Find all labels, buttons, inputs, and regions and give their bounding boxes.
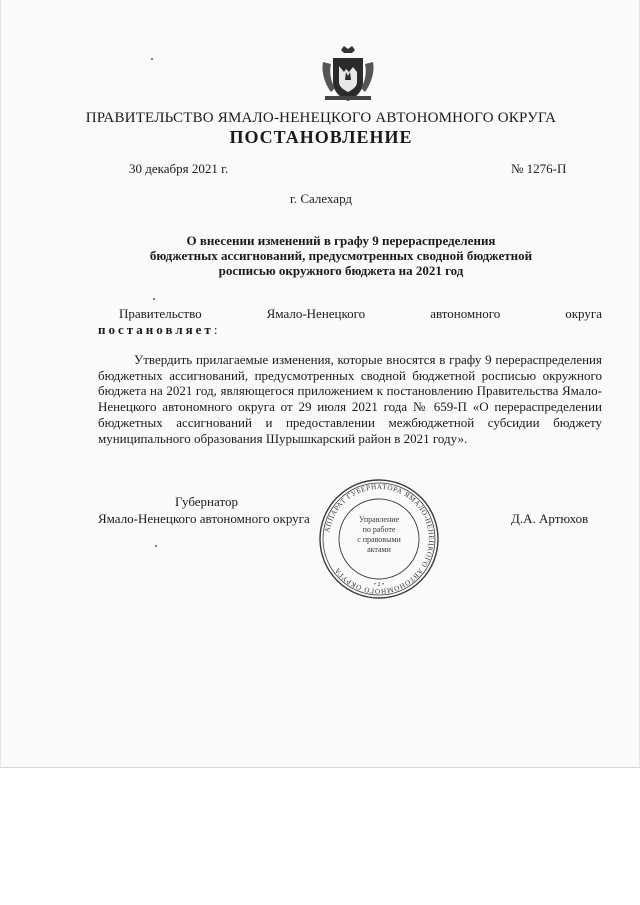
stamp-center-line: с правовыми (357, 535, 401, 544)
signatory-organization: Ямало-Ненецкого автономного округа (98, 511, 310, 526)
preamble-line (98, 306, 602, 322)
stamp-center-line: Управление (358, 515, 400, 524)
subject-line: росписью окружного бюджета на 2021 год (218, 263, 464, 278)
official-stamp (318, 478, 440, 600)
document-subject (111, 233, 571, 278)
preamble-word: округа (565, 306, 602, 321)
preamble-line (98, 322, 602, 338)
subject-line: О внесении изменений в графу 9 перераспределения (186, 233, 496, 248)
preamble-resolves: постановляет (98, 321, 214, 337)
document-number: № 1276-П (511, 161, 567, 176)
preamble-word: Правительство (119, 306, 202, 321)
signatory-title: Губернатор (175, 494, 238, 509)
stamp-bottom-mark: • 2 • (373, 582, 385, 588)
stamp-center-line: по работе (362, 525, 396, 534)
organization-title: ПРАВИТЕЛЬСТВО ЯМАЛО-НЕНЕЦКОГО АВТОНОМНОГО ОКРУГА (85, 110, 557, 126)
document-date: 30 декабря 2021 г. (129, 161, 229, 176)
stamp-center-line: актами (367, 545, 391, 554)
preamble-word: автономного (430, 306, 501, 321)
scan-speck (155, 545, 157, 547)
scan-speck (153, 298, 155, 300)
stamp-ring-text: АППАРАТ ГУБЕРНАТОРА ЯМАЛО-НЕНЕЦКОГО АВТОНОМНОГО ОКРУГА (323, 482, 436, 596)
preamble-colon: : (213, 321, 218, 337)
preamble-word: Ямало-Ненецкого (266, 306, 366, 321)
document-type: ПОСТАНОВЛЕНИЕ (229, 127, 413, 147)
subject-line: бюджетных ассигнований, предусмотренных сводной бюджетной (149, 248, 533, 263)
signatory-name: Д.А. Артюхов (511, 511, 589, 526)
body-paragraph: Утвердить прилагаемые изменения, которые вносятся в графу 9 перераспределения бюджетных ассигнований, предусмотренных сводной бюджетной росписью окружного бюджета на 2021 год, являющегося приложением к постановлению Правительства Ямало-Ненецкого автономного округа от 29 июля 2021 года № 659-П «О перераспределении бюджетных ассигнований и предоставлении межбюджетной субсидии бюджету муниципального образования Шурышкарский район в 2021 году». (98, 352, 602, 446)
document-city: г. Салехард (289, 191, 353, 206)
coat-of-arms-icon (319, 44, 377, 106)
preamble (98, 306, 602, 337)
scan-speck (151, 58, 153, 60)
